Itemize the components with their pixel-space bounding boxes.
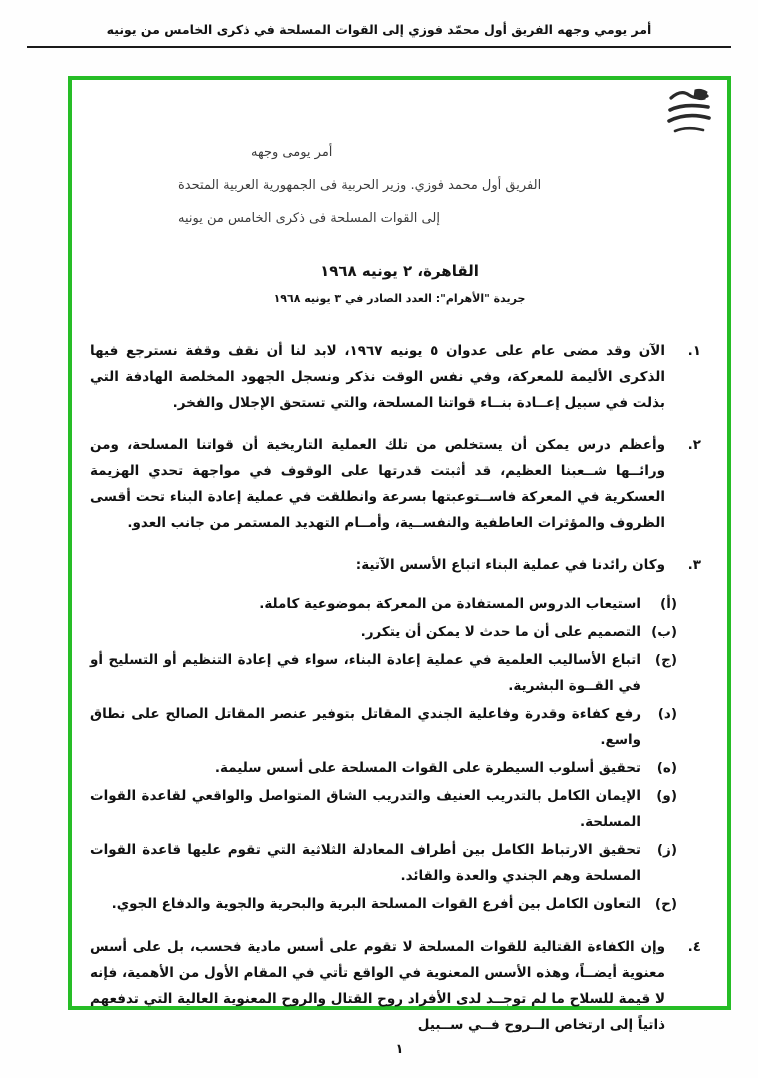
paragraph-text: وأعظم درس يمكن أن يستخلص من تلك العملية التاريخية أن قواتنا المسلحة، ومن ورائــها شــعبنا العظيم، قد أثبتت قدرتها على الوقوف في مواجهة تحدي الهزيمة العسكرية في المعركة فاســتوعبتها بسرعة وانطلقت في عملية إعادة البناء تحت أقسى الظروف والمؤثرات العاطفية والنفســية، وأمــام التهديد المستمر من جانب العدو. <box>90 437 665 531</box>
item-letter: (د) <box>657 706 677 722</box>
lettered-item <box>90 591 701 617</box>
document-body <box>90 338 701 1038</box>
document-green-frame <box>68 76 731 1033</box>
paragraph-number: ٣. <box>687 557 701 573</box>
item-text: استيعاب الدروس المستفادة من المعركة بموضوعية كاملة. <box>259 596 641 612</box>
header-divider <box>27 46 731 48</box>
paragraph-number: ٤. <box>687 939 701 955</box>
paragraph-number: ٢. <box>687 437 701 453</box>
numbered-paragraph <box>90 552 701 578</box>
paragraph-text: وكان رائدنا في عملية البناء اتباع الأسس الآتية: <box>355 557 665 573</box>
item-text: اتباع الأساليب العلمية في عملية إعادة البناء، سواء في إعادة التنظيم أو التسليح أو في القــوة البشرية. <box>90 652 641 694</box>
page-top-header: أمر يومي وجهه الفريق أول محمّد فوزي إلى القوات المسلحة في ذكرى الخامس من يونيه <box>106 22 652 37</box>
numbered-paragraph <box>90 934 701 1038</box>
lettered-item <box>90 755 701 781</box>
item-letter: (ز) <box>656 842 677 858</box>
masthead-calligraphy-logo <box>665 86 713 144</box>
item-text: التصميم على أن ما حدث لا يمكن أن يتكرر. <box>360 624 641 640</box>
source-citation: جريدة "الأهرام": العدد الصادر في ٣ يونيه ١٩٦٨ <box>273 292 526 305</box>
lettered-item <box>90 783 701 835</box>
paragraph-text: وإن الكفاءة القتالية للقوات المسلحة لا تقوم على أسس مادية فحسب، بل على أسس معنوية أيضــاً، وهذه الأسس المعنوية في الواقع تأتي في المقام الأول من الأهمية، فإنه لا قيمة للسلاح ما لم توجــد لدى الأفراد روح القتال والروح المعنوية العالية التي تدفعهم ذاتياً إلى ارتخاص الــروح فــي ســبيل <box>90 939 665 1033</box>
item-letter: (أ) <box>660 596 677 612</box>
lettered-item <box>90 891 701 917</box>
document-intro-block <box>178 136 541 235</box>
item-letter: (و) <box>656 788 677 804</box>
numbered-paragraph <box>90 432 701 536</box>
dateline: القاهرة، ٢ يونيه ١٩٦٨ <box>320 262 479 280</box>
item-letter: (ب) <box>651 624 677 640</box>
lettered-item <box>90 837 701 889</box>
item-letter: (ه) <box>656 760 677 776</box>
lettered-item <box>90 647 701 699</box>
item-letter: (ج) <box>654 652 677 668</box>
item-text: الإيمان الكامل بالتدريب العنيف والتدريب الشاق المتواصل والواقعي لقاعدة القوات المسلحة. <box>90 788 641 830</box>
item-letter: (ح) <box>654 896 677 912</box>
lettered-item <box>90 701 701 753</box>
item-text: تحقيق الارتباط الكامل بين أطراف المعادلة الثلاثية التي تقوم عليها قاعدة القوات المسلحة وهم الجندي والعدة والقائد. <box>90 842 641 884</box>
lettered-item <box>90 619 701 645</box>
intro-line: أمر يومى وجهه <box>251 145 333 160</box>
numbered-paragraph <box>90 338 701 416</box>
page-number: ١ <box>395 1042 404 1057</box>
item-text: تحقيق أسلوب السيطرة على القوات المسلحة على أسس سليمة. <box>214 760 641 776</box>
paragraph-text: الآن وقد مضى عام على عدوان ٥ يونيه ١٩٦٧، لابد لنا أن نقف وقفة نسترجع فيها الذكرى الأليمة للمعركة، وفي نفس الوقت نذكر ونسجل الجهود المخلصة الهادفة التي بذلت في سبيل إعــادة بنــاء قواتنا المسلحة، والتي تستحق الإجلال والفخر. <box>90 343 665 411</box>
item-text: رفع كفاءة وقدرة وفاعلية الجندي المقاتل بتوفير عنصر المقاتل الصالح على نطاق واسع. <box>90 706 641 748</box>
paragraph-number: ١. <box>687 343 701 359</box>
intro-line: إلى القوات المسلحة فى ذكرى الخامس من يونيه <box>178 211 440 226</box>
intro-line: الفريق أول محمد فوزي. وزير الحربية فى الجمهورية العربية المتحدة <box>178 178 542 193</box>
item-text: التعاون الكامل بين أفرع القوات المسلحة البرية والبحرية والجوية والدفاع الجوي. <box>111 896 641 912</box>
